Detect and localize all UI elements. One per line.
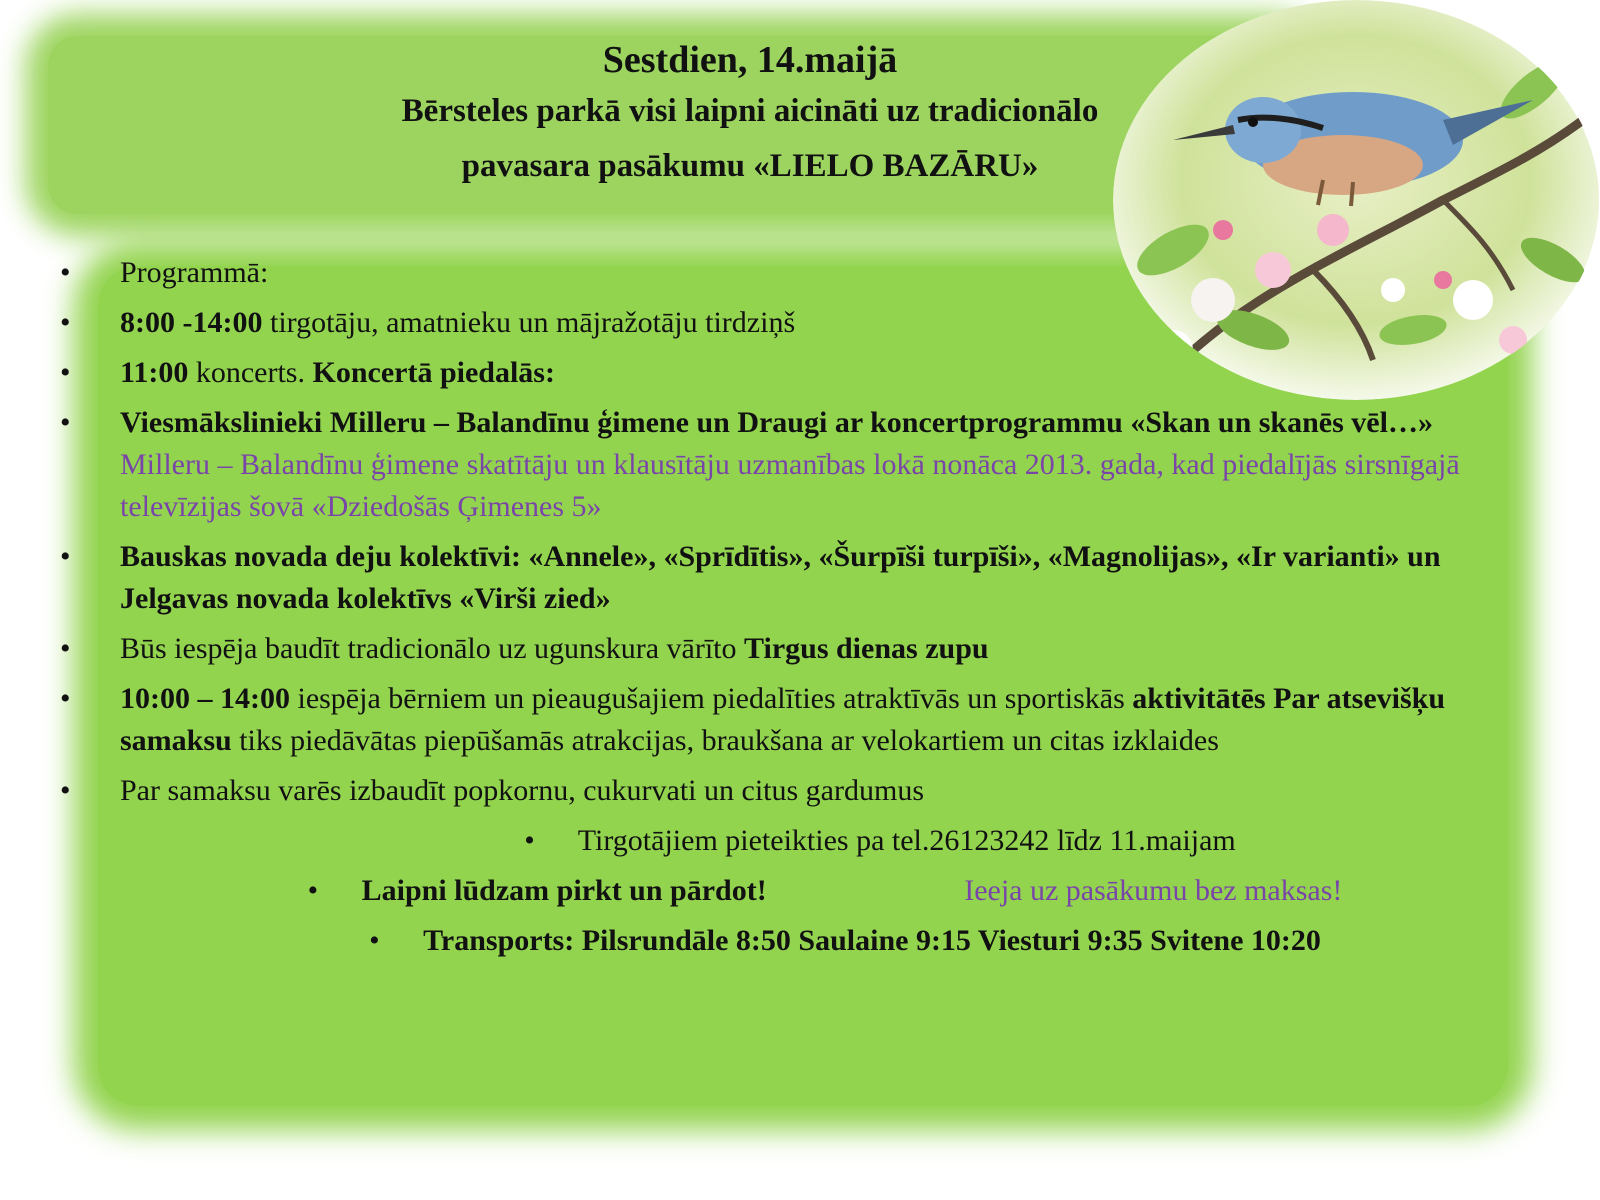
guest-artists-note: Milleru – Balandīnu ģimene skatītāju un klausītāju uzmanības lokā nonāca 2013. gada, kad piedalījās sirsnīgajā televīzijas šovā «Dziedošās Ģimenes 5»	[120, 448, 1460, 523]
list-item-soup	[60, 628, 1520, 670]
market-time: 8:00 -14:00	[120, 306, 263, 339]
bullet: •	[369, 924, 380, 957]
list-item-program-intro	[60, 252, 1520, 294]
bullet: •	[60, 256, 71, 289]
list-item-welcome	[60, 870, 1520, 912]
transport-text: Transports: Pilsrundāle 8:50 Saulaine 9:15 Viesturi 9:35 Svitene 10:20	[423, 924, 1321, 957]
vendor-signup-text: Tirgotājiem pieteikties pa tel.26123242 līdz 11.maijam	[577, 824, 1236, 857]
bullet: •	[307, 874, 319, 907]
activities-bold: aktivitātēs Par atsevišķu samaksu	[120, 682, 1446, 757]
event-date: Sestdien, 14.maijā	[602, 39, 898, 81]
event-name-line: pavasara pasākumu «LIELO BAZĀRU»	[461, 148, 1039, 184]
program-intro-text: Programmā:	[120, 256, 269, 289]
list-item-dance-groups	[60, 536, 1520, 620]
market-text: tirgotāju, amatnieku un mājražotāju tirdziņš	[262, 306, 796, 339]
guest-artists-text: Viesmākslinieki Milleru – Balandīnu ģimene un Draugi ar koncertprogrammu «Skan un skanēs vēl…»	[120, 406, 1433, 439]
event-invitation-line: Bērsteles parkā visi laipni aicināti uz tradicionālo	[401, 93, 1099, 129]
welcome-text: Laipni lūdzam pirkt un pārdot!	[361, 874, 767, 907]
list-item-guest-artists	[60, 402, 1520, 528]
soup-text: Būs iespēja baudīt tradicionālo uz ugunskura vārīto	[120, 632, 745, 665]
bullet: •	[60, 356, 71, 389]
concert-participants-label: Koncertā piedalās:	[312, 356, 555, 389]
list-item-concert	[60, 352, 1520, 394]
bullet: •	[60, 540, 71, 573]
bullet: •	[60, 774, 71, 807]
bullet: •	[524, 824, 535, 857]
bullet: •	[60, 632, 71, 665]
activities-time: 10:00 – 14:00	[120, 682, 290, 715]
treats-text: Par samaksu varēs izbaudīt popkornu, cukurvati un citus gardumus	[120, 774, 924, 807]
list-item-treats	[60, 770, 1520, 812]
activities-text-end: tiks piedāvātas piepūšamās atrakcijas, braukšana ar velokartiem un citas izklaides	[231, 724, 1219, 757]
bullet: •	[60, 682, 71, 715]
concert-text: koncerts.	[188, 356, 313, 389]
concert-time: 11:00	[120, 356, 189, 389]
list-item-transport	[60, 920, 1520, 962]
list-item-vendor-signup	[60, 820, 1520, 862]
dance-groups-text: Bauskas novada deju kolektīvi: «Annele», «Sprīdītis», «Šurpīši turpīši», «Magnolijas», «Ir varianti» un Jelgavas novada kolektīvs «Virši zied»	[120, 540, 1441, 615]
list-item-activities	[60, 678, 1520, 762]
free-entry-text: Ieeja uz pasākumu bez maksas!	[964, 874, 1343, 907]
header-title-block	[300, 36, 1200, 194]
soup-name: Tirgus dienas zupu	[744, 632, 989, 665]
activities-text: iespēja bērniem un pieaugušajiem piedalīties atraktīvās un sportiskās	[289, 682, 1133, 715]
bullet: •	[60, 406, 71, 439]
list-item-market	[60, 302, 1520, 344]
bullet: •	[60, 306, 71, 339]
program-list	[60, 252, 1520, 970]
